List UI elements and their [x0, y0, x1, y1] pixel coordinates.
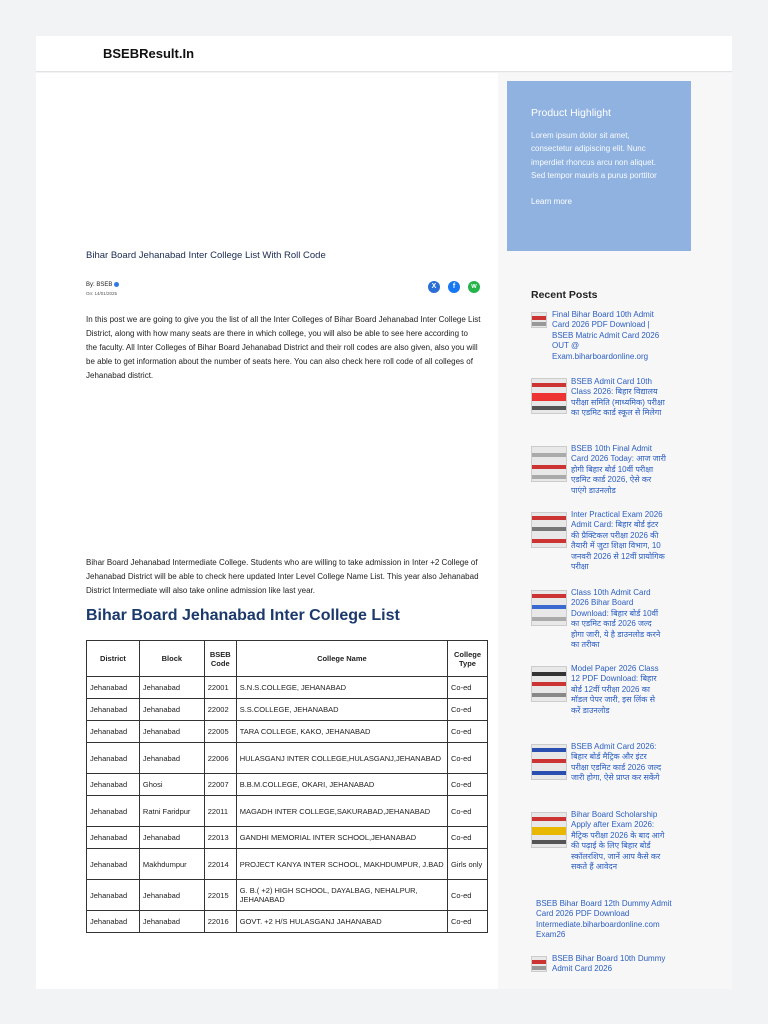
table-row	[87, 743, 488, 774]
table-row	[87, 880, 488, 911]
post-date: On: 14/01/2025	[86, 291, 118, 296]
cell-district: Jehanabad	[87, 721, 140, 743]
cell-block: Jehanabad	[139, 677, 204, 699]
recent-post-link[interactable]: BSEB Bihar Board 12th Dummy Admit Card 2026 PDF Download Intermediate.biharboardonline.com Exam26	[536, 899, 672, 940]
cell-college-type: Co-ed	[448, 796, 488, 827]
cell-bseb-code: 22015	[204, 880, 236, 911]
post-author	[86, 282, 119, 288]
recent-post-link[interactable]: BSEB Bihar Board 10th Dummy Admit Card 2026	[552, 954, 666, 974]
table-body	[87, 677, 488, 933]
table-row	[87, 911, 488, 933]
cell-district: Jehanabad	[87, 677, 140, 699]
cell-college-name: HULASGANJ INTER COLLEGE,HULASGANJ,JEHANABAD	[236, 743, 447, 774]
cell-district: Jehanabad	[87, 774, 140, 796]
cell-district: Jehanabad	[87, 827, 140, 849]
cell-block: Jehanabad	[139, 880, 204, 911]
post-thumbnail-icon	[531, 812, 567, 848]
header-block: Block	[139, 641, 204, 677]
table-header-row	[87, 641, 488, 677]
college-list-table	[86, 640, 488, 933]
cell-bseb-code: 22007	[204, 774, 236, 796]
post-thumbnail-icon	[531, 666, 567, 702]
post-thumbnail-icon	[531, 446, 567, 482]
cell-district: Jehanabad	[87, 743, 140, 774]
facebook-share-icon[interactable]: f	[448, 281, 460, 293]
header-college-type: College Type	[448, 641, 488, 677]
cell-college-name: TARA COLLEGE, KAKO, JEHANABAD	[236, 721, 447, 743]
post-thumbnail-icon	[531, 512, 567, 548]
cell-bseb-code: 22006	[204, 743, 236, 774]
header-college-name: College Name	[236, 641, 447, 677]
cell-bseb-code: 22002	[204, 699, 236, 721]
cell-block: Jehanabad	[139, 827, 204, 849]
cell-college-name: S.N.S.COLLEGE, JEHANABAD	[236, 677, 447, 699]
cell-district: Jehanabad	[87, 880, 140, 911]
cell-block: Jehanabad	[139, 911, 204, 933]
cell-college-type: Co-ed	[448, 880, 488, 911]
cell-college-type: Girls only	[448, 849, 488, 880]
recent-post-link[interactable]: Final Bihar Board 10th Admit Card 2026 PDF Download | BSEB Matric Admit Card 2026 OUT @ Exam.biharboardonline.org	[552, 310, 660, 361]
recent-post-link[interactable]: Bihar Board Scholarship Apply after Exam 2026: मैट्रिक परीक्षा 2026 के बाद आगे की पढ़ाई के लिए बिहार बोर्ड स्कॉलरशिप, जानें आप कैसे कर सकते हैं आवेदन	[571, 810, 665, 872]
header-district: District	[87, 641, 140, 677]
cell-district: Jehanabad	[87, 699, 140, 721]
table-row	[87, 699, 488, 721]
post-title: Bihar Board Jehanabad Inter College List With Roll Code	[86, 250, 326, 261]
cell-block: Ratni Faridpur	[139, 796, 204, 827]
post-thumbnail-icon	[531, 956, 547, 972]
recent-post-link[interactable]: BSEB Admit Card 10th Class 2026: बिहार विद्यालय परीक्षा समिति (माध्यमिक) परीक्षा का एडमिट कार्ड स्कूल से मिलेगा	[571, 377, 665, 418]
cell-block: Ghosi	[139, 774, 204, 796]
table-row	[87, 774, 488, 796]
cell-bseb-code: 22011	[204, 796, 236, 827]
cell-college-type: Co-ed	[448, 911, 488, 933]
cell-district: Jehanabad	[87, 849, 140, 880]
cell-bseb-code: 22005	[204, 721, 236, 743]
recent-post-link[interactable]: Class 10th Admit Card 2026 Bihar Board Download: बिहार बोर्ड 10वीं का एडमिट कार्ड 2026 जल्द होगा जारी, ये है डाउनलोड करने का तरीका	[571, 588, 661, 650]
recent-post-link[interactable]: BSEB Admit Card 2026: बिहार बोर्ड मैट्रिक और इंटर परीक्षा एडमिट कार्ड 2026 जल्द जारी होगा, ऐसे प्राप्त कर सकेंगे	[571, 742, 662, 783]
post-thumbnail-icon	[531, 744, 567, 780]
cell-bseb-code: 22016	[204, 911, 236, 933]
highlight-title: Product Highlight	[531, 107, 611, 119]
cell-college-type: Co-ed	[448, 721, 488, 743]
cell-college-name: GOVT. +2 H/S HULASGANJ JAHANABAD	[236, 911, 447, 933]
cell-college-type: Co-ed	[448, 677, 488, 699]
cell-college-name: MAGADH INTER COLLEGE,SAKURABAD,JEHANABAD	[236, 796, 447, 827]
post-intro-paragraph: In this post we are going to give you the list of all the Inter Colleges of Bihar Board Jehanabad Inter College List District, along with how many seats are there in which college, you will also be able to see here according to the faculty. All Inter Colleges of Bihar Board Jehanabad District and their roll codes are also given, also you will be able to get information about the number of seats here. You can also check here roll code of all colleges of Jehanabad district.	[86, 315, 481, 380]
cell-block: Jehanabad	[139, 743, 204, 774]
x-share-icon[interactable]: X	[428, 281, 440, 293]
post-second-paragraph: Bihar Board Jehanabad Intermediate College. Students who are willing to take admission in Inter +2 College of Jehanabad District will be able to check here updated Inter Level College Name List. This year also Jehanabad District Intermediate will also take online admission like last year.	[86, 558, 479, 595]
header-bseb-code: BSEB Code	[204, 641, 236, 677]
post-thumbnail-icon	[531, 378, 567, 414]
recent-post-link[interactable]: Model Paper 2026 Class 12 PDF Download: बिहार बोर्ड 12वीं परीक्षा 2026 का मॉडल पेपर जारी, इस लिंक से करें डाउनलोड	[571, 664, 659, 715]
cell-college-name: PROJECT KANYA INTER SCHOOL, MAKHDUMPUR, J.BAD	[236, 849, 447, 880]
cell-block: Jehanabad	[139, 699, 204, 721]
table-row	[87, 827, 488, 849]
author-name[interactable]: By: BSEB	[86, 282, 113, 289]
whatsapp-share-icon[interactable]: w	[468, 281, 480, 293]
table-row	[87, 796, 488, 827]
learn-more-link[interactable]: Learn more	[531, 196, 572, 206]
verified-icon	[114, 282, 119, 287]
cell-college-name: S.S.COLLEGE, JEHANABAD	[236, 699, 447, 721]
post-thumbnail-icon	[531, 312, 547, 328]
table-row	[87, 721, 488, 743]
cell-bseb-code: 22001	[204, 677, 236, 699]
college-list-heading: Bihar Board Jehanabad Inter College List	[86, 607, 400, 624]
cell-college-type: Co-ed	[448, 827, 488, 849]
cell-bseb-code: 22013	[204, 827, 236, 849]
cell-district: Jehanabad	[87, 796, 140, 827]
post-thumbnail-icon	[531, 590, 567, 626]
table-row	[87, 849, 488, 880]
cell-college-type: Co-ed	[448, 699, 488, 721]
recent-posts-title: Recent Posts	[531, 289, 598, 301]
cell-district: Jehanabad	[87, 911, 140, 933]
recent-post-link[interactable]: Inter Practical Exam 2026 Admit Card: बिहार बोर्ड इंटर की प्रैक्टिकल परीक्षा 2026 की तैयारी में जुटा शिक्षा विभाग, 10 जनवरी 2026 से 12वीं प्रायोगिक परीक्षा	[571, 510, 665, 572]
cell-college-name: G. B.( +2) HIGH SCHOOL, DAYALBAG, NEHALPUR, JEHANABAD	[236, 880, 447, 911]
site-logo[interactable]: BSEBResult.In	[103, 46, 195, 61]
cell-college-type: Co-ed	[448, 743, 488, 774]
recent-post-link[interactable]: BSEB 10th Final Admit Card 2026 Today: आज जारी होगी बिहार बोर्ड 10वीं परीक्षा एडमिट कार्ड 2026, ऐसे कर पाएंगे डाउनलोड	[571, 444, 666, 495]
cell-college-type: Co-ed	[448, 774, 488, 796]
cell-bseb-code: 22014	[204, 849, 236, 880]
table-row	[87, 677, 488, 699]
cell-block: Jehanabad	[139, 721, 204, 743]
product-highlight-box	[507, 81, 691, 251]
top-header-bar	[36, 36, 732, 72]
cell-college-name: GANDHI MEMORIAL INTER SCHOOL,JEHANABAD	[236, 827, 447, 849]
cell-college-name: B.B.M.COLLEGE, OKARI, JEHANABAD	[236, 774, 447, 796]
highlight-text: Lorem ipsum dolor sit amet, consectetur adipiscing elit. Nunc imperdiet rhoncus arcu non aliquet. Sed tempor mauris a purus porttitor	[531, 131, 657, 181]
cell-block: Makhdumpur	[139, 849, 204, 880]
